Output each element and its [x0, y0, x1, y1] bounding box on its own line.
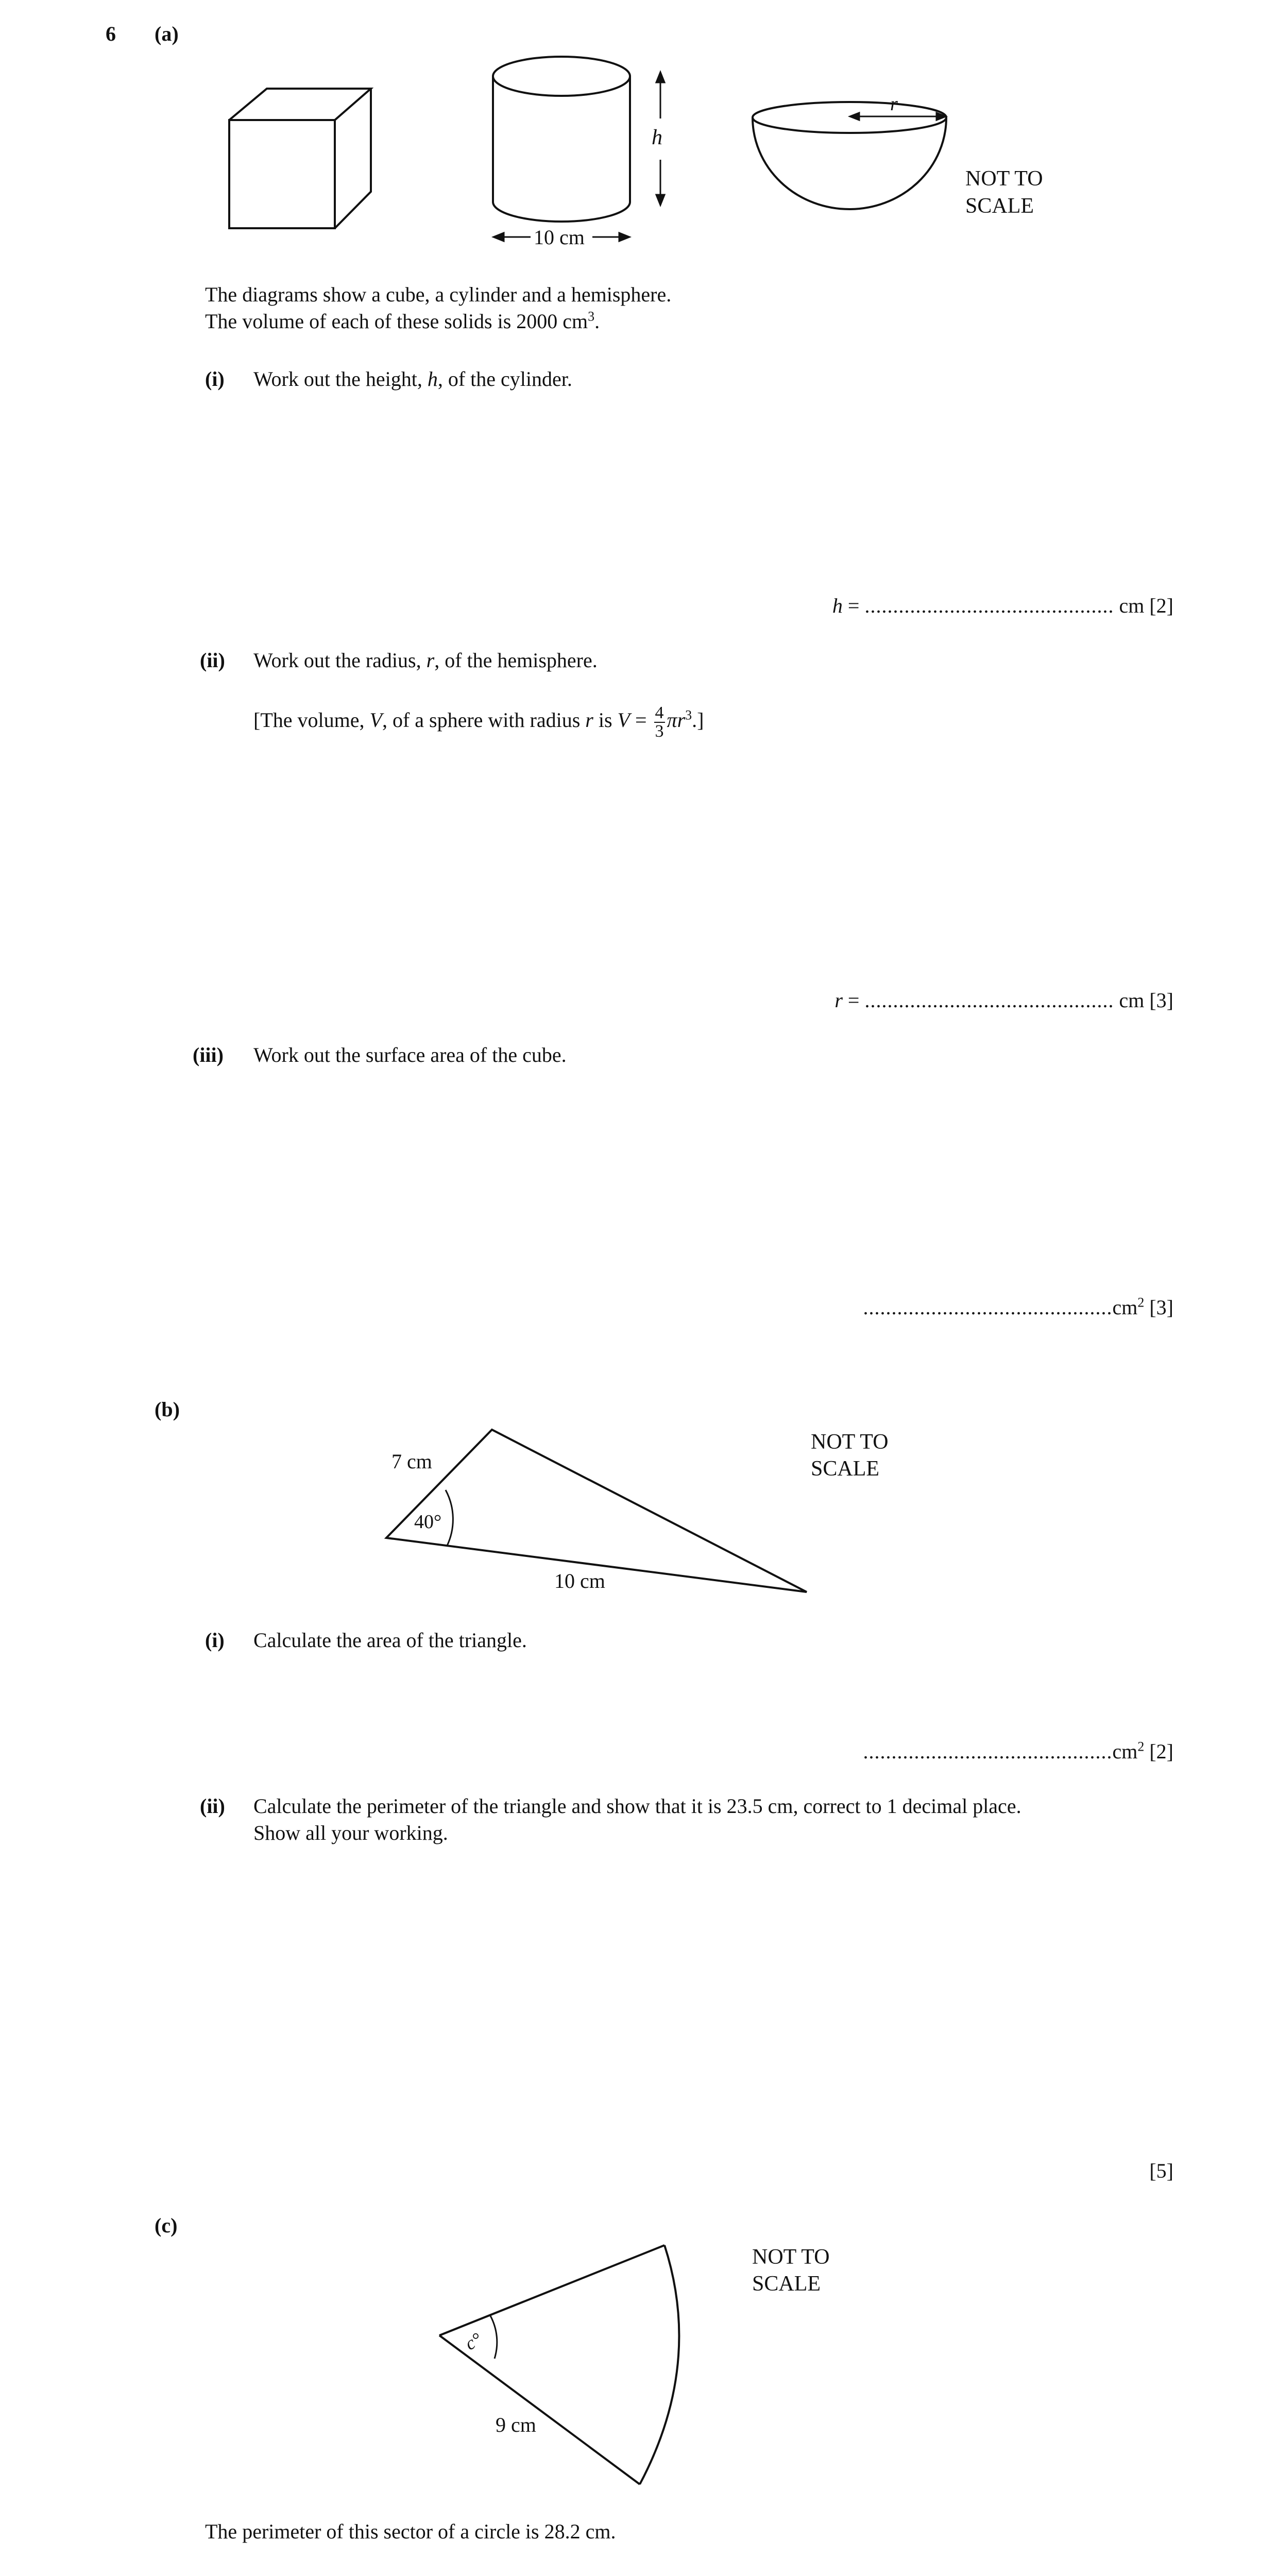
- part-a-intro-line2: The volume of each of these solids is 2000 $cm^3$.: [205, 309, 600, 333]
- sector-radius-9: 9 cm: [496, 2413, 536, 2436]
- sector-angle-c: c°: [461, 2328, 485, 2354]
- sector-shape: [439, 2245, 679, 2484]
- triangle-side-7: 7 cm: [391, 1450, 432, 1473]
- not-to-scale-c-line1: NOT TO: [752, 2245, 830, 2269]
- part-b-i-label: (i): [205, 1629, 225, 1652]
- part-a-intro-line1: The diagrams show a cube, a cylinder and a hemisphere.: [205, 283, 672, 306]
- part-b-i-answer-line[interactable]: $............................................cm^2$ [2]: [863, 1739, 1173, 1763]
- part-a-i-text: Work out the height, h, of the cylinder.: [253, 367, 572, 391]
- cylinder-width-label: 10 cm: [534, 226, 585, 249]
- four-thirds-fraction: $\frac{4}{3}$: [655, 703, 664, 741]
- not-to-scale-c-line2: SCALE: [752, 2272, 821, 2296]
- part-a-ii-text: Work out the radius, r, of the hemisphere.: [253, 649, 598, 672]
- part-b-label: (b): [155, 1398, 180, 1421]
- not-to-scale-b-line2: SCALE: [811, 1457, 880, 1481]
- part-c-label: (c): [155, 2214, 178, 2237]
- part-a-iii-answer-line[interactable]: $............................................cm^2$ [3]: [863, 1295, 1173, 1319]
- triangle-angle-40: 40°: [414, 1511, 442, 1533]
- sector-angle-arc: [490, 2316, 497, 2359]
- not-to-scale-b-line1: NOT TO: [811, 1430, 889, 1454]
- part-b-ii-text-line1: Calculate the perimeter of the triangle and show that it is 23.5 cm, correct to 1 decimal place.: [253, 1794, 1021, 1818]
- part-c-text-line1: The perimeter of this sector of a circle is 28.2 cm.: [205, 2520, 616, 2543]
- part-a-iii-label: (iii): [193, 1043, 224, 1066]
- not-to-scale-a-line2: SCALE: [965, 194, 1034, 218]
- part-a-i-label: (i): [205, 367, 225, 391]
- part-b-ii-marks: [5]: [1149, 2159, 1173, 2182]
- part-a-iii-text: Work out the surface area of the cube.: [253, 1043, 567, 1066]
- part-a-ii-answer-line[interactable]: r = ............................................ cm [3]: [834, 989, 1173, 1012]
- cylinder-height-label: h: [652, 126, 662, 149]
- part-a-label: (a): [155, 22, 179, 45]
- part-b-ii-text-line2: Show all your working.: [253, 1821, 448, 1844]
- hemisphere-radius-label: r: [890, 93, 898, 115]
- sphere-volume-formula: [The volume, V, of a sphere with radius r is V = $\frac{4}{3}$ $\pi r^3$.]: [253, 703, 704, 741]
- question-number: 6: [106, 22, 116, 45]
- part-b-ii-label: (ii): [200, 1794, 225, 1818]
- triangle-side-10: 10 cm: [554, 1569, 605, 1592]
- not-to-scale-a-line1: NOT TO: [965, 167, 1043, 191]
- part-b-i-text: Calculate the area of the triangle.: [253, 1629, 527, 1652]
- part-a-i-answer-line[interactable]: h = ............................................ cm [2]: [832, 594, 1173, 617]
- part-a-ii-label: (ii): [200, 649, 225, 672]
